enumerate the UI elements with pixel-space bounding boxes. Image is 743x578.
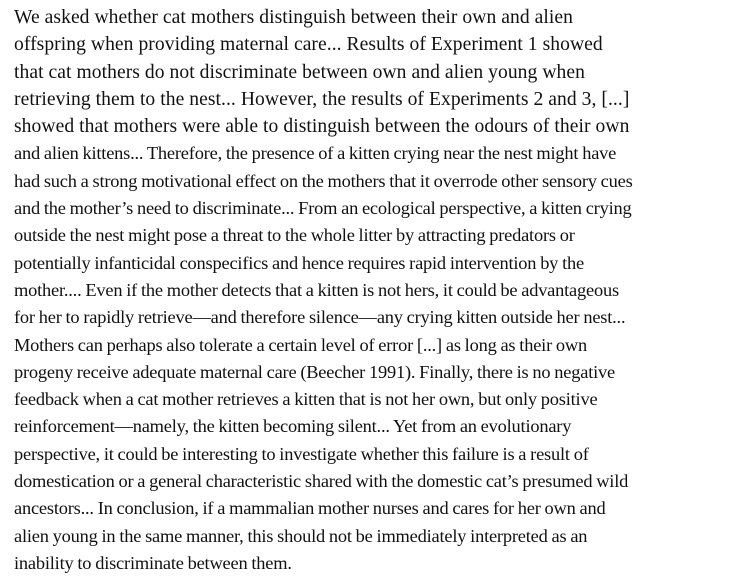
passage-line: retrieving them to the nest... However, the results of Experiments 2 and 3, [...] <box>14 88 630 110</box>
passage-line: offspring when providing maternal care... Results of Experiment 1 showed <box>14 34 603 56</box>
passage-line: progeny receive adequate maternal care (Beecher 1991). Finally, there is no negative <box>14 361 615 382</box>
passage-line: potentially infanticidal conspecifics and hence requires rapid intervention by the <box>14 252 584 273</box>
passage-line: Mothers can perhaps also tolerate a certain level of error [...] as long as their own <box>14 334 587 355</box>
passage-line: and the mother’s need to discriminate... From an ecological perspective, a kitten crying <box>14 198 632 219</box>
passage-line: alien young in the same manner, this should not be immediately interpreted as an <box>14 525 588 546</box>
passage-line: feedback when a cat mother retrieves a kitten that is not her own, but only positive <box>14 389 598 410</box>
passage-line: ancestors... In conclusion, if a mammalian mother nurses and cares for her own and <box>14 498 606 519</box>
passage-line: had such a strong motivational effect on the mothers that it overrode other sensory cues <box>14 170 633 191</box>
article-passage <box>14 4 736 577</box>
passage-line: perspective, it could be interesting to investigate whether this failure is a result of <box>14 443 589 464</box>
passage-line: showed that mothers were able to distinguish between the odours of their own <box>14 116 630 138</box>
passage-line: reinforcement—namely, the kitten becoming silent... Yet from an evolutionary <box>14 416 572 437</box>
passage-line: for her to rapidly retrieve—and therefore silence—any crying kitten outside her nest... <box>14 307 626 328</box>
passage-line: that cat mothers do not discriminate between own and alien young when <box>14 61 585 83</box>
passage-line: and alien kittens... Therefore, the presence of a kitten crying near the nest might have <box>14 143 617 164</box>
passage-line: domestication or a general characteristic shared with the domestic cat’s presumed wild <box>14 471 629 492</box>
passage-line: mother.... Even if the mother detects that a kitten is not hers, it could be advantageous <box>14 279 619 300</box>
passage-line: inability to discriminate between them. <box>14 552 292 573</box>
passage-line: outside the nest might pose a threat to the whole litter by attracting predators or <box>14 225 575 246</box>
passage-line: We asked whether cat mothers distinguish between their own and alien <box>14 7 573 28</box>
